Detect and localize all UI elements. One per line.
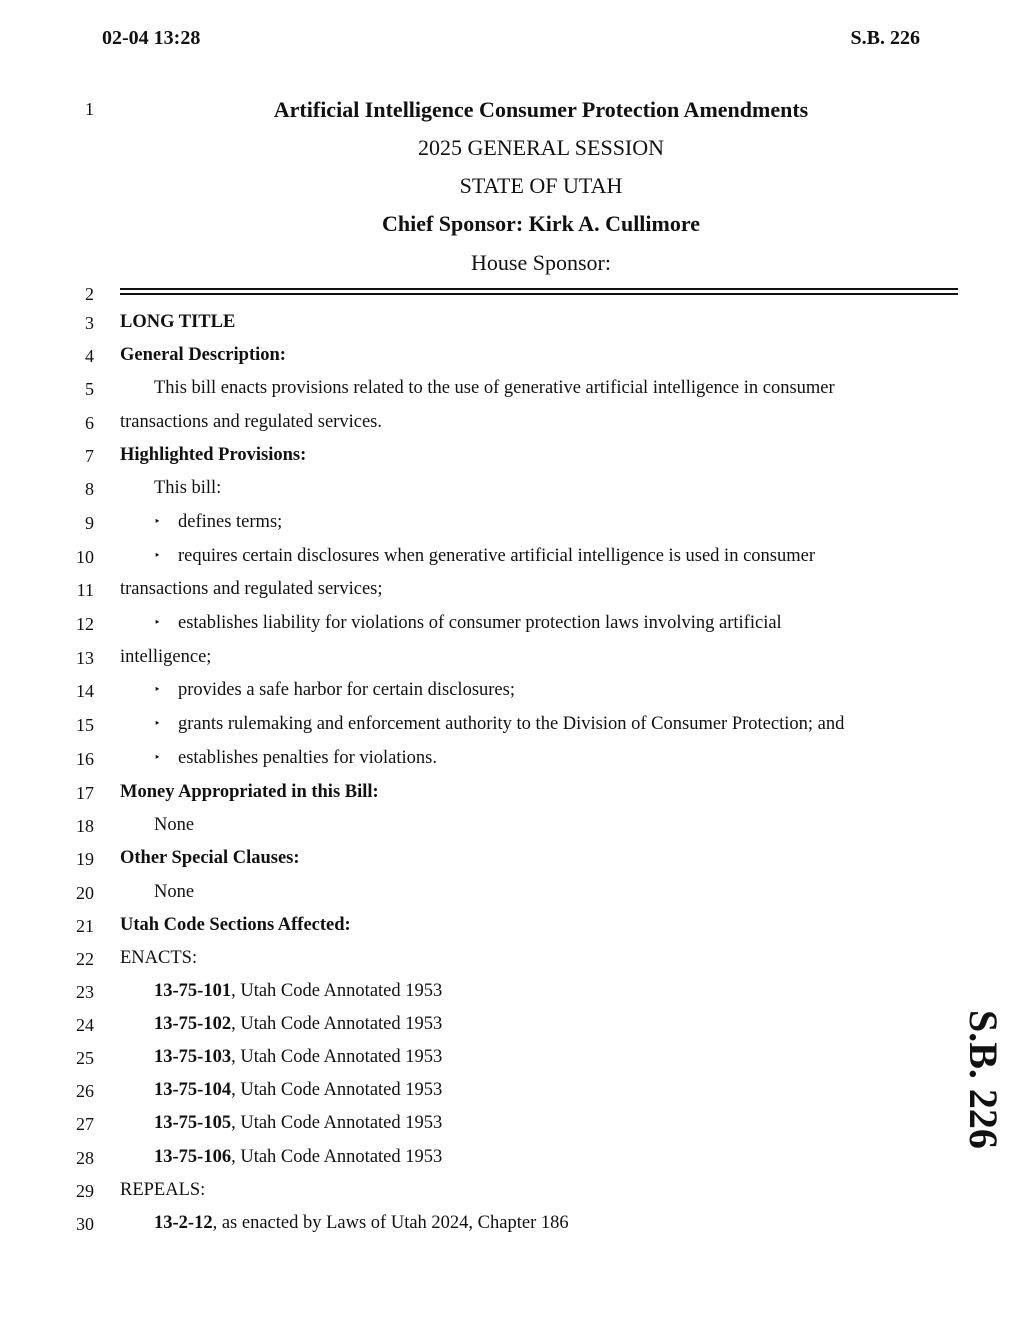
- line-number: 11: [76, 580, 94, 600]
- line-number: 21: [76, 916, 94, 936]
- repeals-label: REPEALS:: [120, 1180, 206, 1200]
- line-number: 2: [85, 284, 94, 304]
- state-label: STATE OF UTAH: [459, 173, 623, 198]
- enacted-section: [154, 981, 442, 1002]
- line-number: 26: [76, 1081, 94, 1101]
- bullet-icon: ‣: [154, 718, 161, 730]
- section-citation: , Utah Code Annotated 1953: [231, 1014, 443, 1034]
- special-clauses-value: None: [154, 882, 195, 902]
- line-number: 19: [76, 849, 94, 869]
- section-citation: , Utah Code Annotated 1953: [231, 1147, 443, 1167]
- general-description-line: This bill enacts provisions related to the use of generative artificial intelligence in consumer: [154, 378, 835, 398]
- provision-text: requires certain disclosures when generative artificial intelligence is used in consumer: [178, 546, 815, 566]
- line-number: 13: [76, 648, 94, 668]
- repealed-section: [154, 1213, 569, 1234]
- highlighted-provisions-heading: Highlighted Provisions:: [120, 445, 307, 465]
- line-number: 17: [76, 783, 94, 803]
- session-label: 2025 GENERAL SESSION: [417, 135, 665, 160]
- line-number: 25: [76, 1048, 94, 1068]
- enacted-section: [154, 1014, 442, 1035]
- provision-text: provides a safe harbor for certain disclosures;: [178, 680, 515, 700]
- bill-title: Artificial Intelligence Consumer Protection Amendments: [273, 97, 809, 122]
- line-number: 4: [85, 346, 94, 366]
- section-citation: , Utah Code Annotated 1953: [231, 981, 443, 1001]
- line-number: 30: [76, 1214, 94, 1234]
- side-bill-label: S.B. 226: [961, 1010, 1006, 1149]
- line-number: 6: [85, 413, 94, 433]
- provision-text: grants rulemaking and enforcement authority to the Division of Consumer Protection; and: [178, 714, 845, 734]
- provision-item: [154, 546, 815, 567]
- line-number: 27: [76, 1114, 94, 1134]
- enacted-section: [154, 1113, 442, 1134]
- line-number: 14: [76, 681, 94, 701]
- enacts-label: ENACTS:: [120, 948, 198, 968]
- line-number: 1: [85, 99, 94, 119]
- chief-sponsor: Chief Sponsor: Kirk A. Cullimore: [381, 211, 700, 236]
- section-number: 13-75-103: [154, 1047, 232, 1067]
- line-number: 22: [76, 949, 94, 969]
- title-divider-bottom: [120, 293, 958, 295]
- title-divider-top: [120, 288, 958, 290]
- house-sponsor: House Sponsor:: [471, 250, 611, 275]
- provision-text: establishes penalties for violations.: [178, 748, 437, 768]
- line-number: 3: [85, 313, 94, 333]
- line-number: 15: [76, 715, 94, 735]
- line-number: 24: [76, 1015, 94, 1035]
- money-heading: Money Appropriated in this Bill:: [120, 782, 379, 802]
- provision-item: [154, 680, 515, 701]
- header-timestamp: 02-04 13:28: [102, 27, 201, 49]
- line-number: 12: [76, 614, 94, 634]
- line-number: 16: [76, 749, 94, 769]
- general-description-heading: General Description:: [120, 345, 286, 365]
- bullet-icon: ‣: [154, 752, 161, 764]
- line-number: 18: [76, 816, 94, 836]
- long-title-heading: LONG TITLE: [120, 312, 236, 332]
- bullet-icon: ‣: [154, 516, 161, 528]
- section-number: 13-75-102: [154, 1014, 232, 1034]
- bullet-icon: ‣: [154, 550, 161, 562]
- section-number: 13-75-106: [154, 1147, 232, 1167]
- provision-text: establishes liability for violations of consumer protection laws involving artificial: [178, 613, 782, 633]
- code-sections-heading: Utah Code Sections Affected:: [120, 915, 351, 935]
- provision-item: [154, 613, 782, 634]
- general-description-line: transactions and regulated services.: [120, 412, 382, 432]
- special-clauses-heading: Other Special Clauses:: [120, 848, 300, 868]
- section-citation: , Utah Code Annotated 1953: [231, 1047, 443, 1067]
- line-number: 10: [76, 547, 94, 567]
- provision-continuation: transactions and regulated services;: [120, 579, 383, 599]
- section-number: 13-2-12: [154, 1213, 213, 1233]
- section-number: 13-75-104: [154, 1080, 232, 1100]
- line-number: 7: [85, 446, 94, 466]
- section-number: 13-75-105: [154, 1113, 232, 1133]
- enacted-section: [154, 1147, 442, 1168]
- line-number: 29: [76, 1181, 94, 1201]
- line-number: 28: [76, 1148, 94, 1168]
- provision-text: defines terms;: [178, 512, 283, 532]
- section-citation: , Utah Code Annotated 1953: [231, 1080, 443, 1100]
- line-number: 5: [85, 379, 94, 399]
- enacted-section: [154, 1047, 442, 1068]
- line-number: 8: [85, 479, 94, 499]
- header-bill-number: S.B. 226: [850, 27, 920, 49]
- provision-continuation: intelligence;: [120, 647, 212, 667]
- section-number: 13-75-101: [154, 981, 232, 1001]
- this-bill-intro: This bill:: [154, 478, 222, 498]
- provision-item: [154, 512, 282, 533]
- line-number: 20: [76, 883, 94, 903]
- section-citation: , Utah Code Annotated 1953: [231, 1113, 443, 1133]
- bullet-icon: ‣: [154, 684, 161, 696]
- line-number: 9: [85, 513, 94, 533]
- section-citation: , as enacted by Laws of Utah 2024, Chapter 186: [212, 1213, 569, 1233]
- line-number: 23: [76, 982, 94, 1002]
- provision-item: [154, 748, 437, 769]
- money-value: None: [154, 815, 195, 835]
- bullet-icon: ‣: [154, 617, 161, 629]
- provision-item: [154, 714, 844, 735]
- enacted-section: [154, 1080, 442, 1101]
